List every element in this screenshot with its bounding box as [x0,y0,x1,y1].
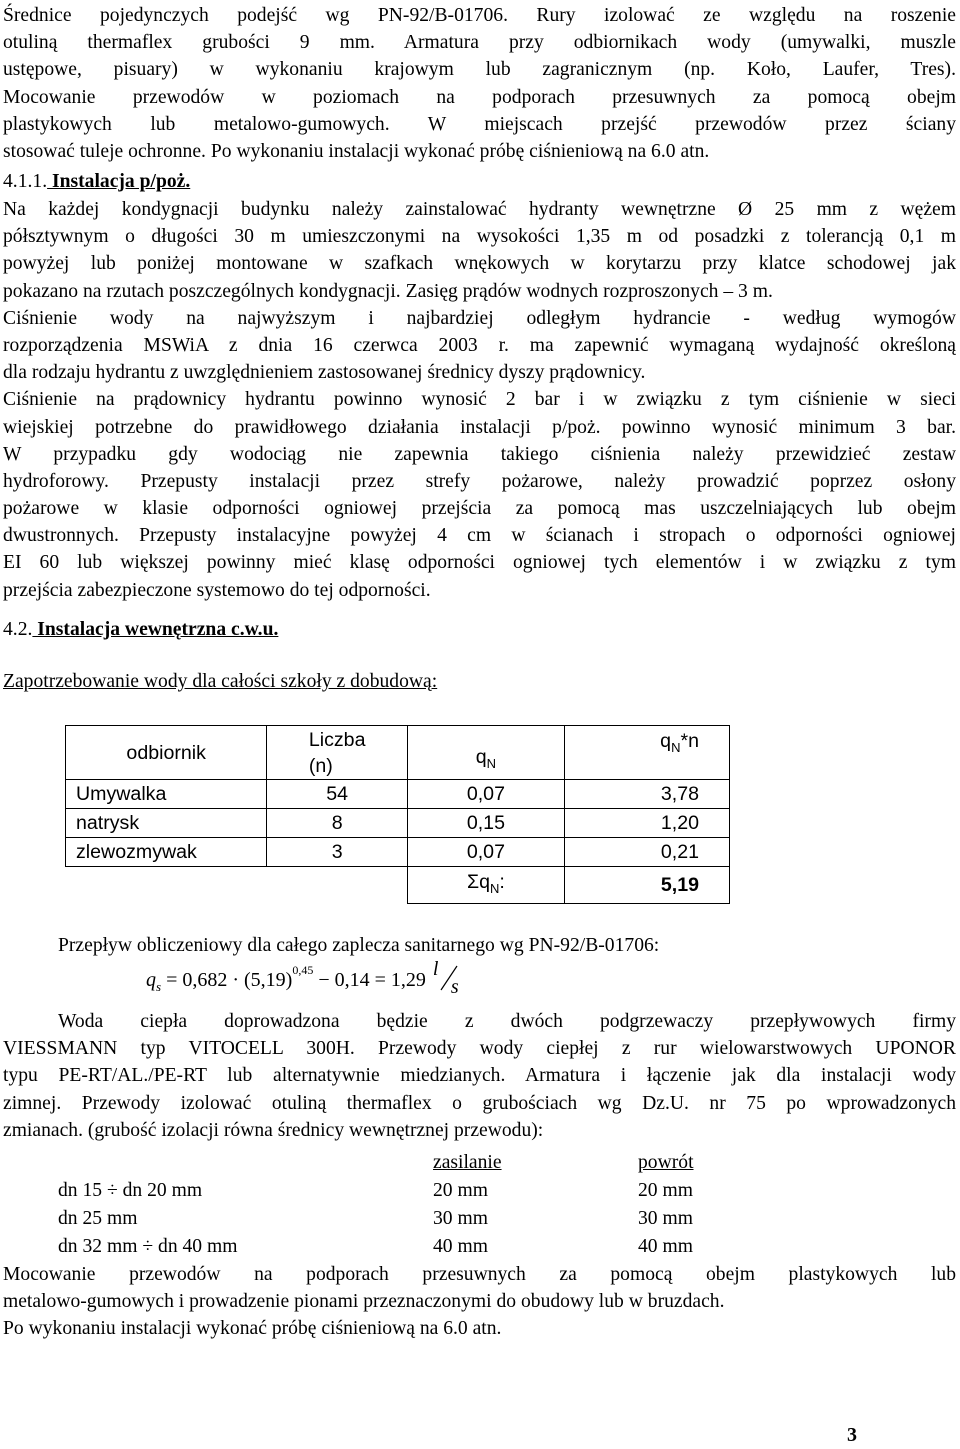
fire-line: pokazano na rzutach poszczególnych kondygnacji. Zasięg prądów wodnych rozproszonych – 3 m. [3,280,773,302]
insulation-header-supply: zasilanie [433,1152,502,1173]
formula-exponent: 0,45 [292,963,314,977]
fire-line: dla rodzaju hydrantu z uwzględnieniem zastosowanej średnicy dyszy prądownicy. [3,362,646,384]
header-qn-main: q [475,746,487,769]
sum-label [407,867,564,904]
fire-line: Na każdej kondygnacji budynku należy zainstalować hydranty wewnętrzne Ø 25 mm z wężem [3,199,956,220]
demand-title: Zapotrzebowanie wody dla całości szkoły z dobudową: [3,671,438,692]
intro-line: ustępowe, pisuary) w wykonaniu krajowym lub zagranicznym (np. Koło, Laufer, Tres). [3,59,956,81]
hot-line: zmianach. (grubość izolacji równa średnicy wewnętrznej przewodu): [3,1119,544,1141]
formula-eq1: = 0,682 · [161,969,245,991]
intro-line: plastykowych lub metalowo-gumowych. W miejscach przejść przewodów przez ściany [3,113,956,135]
insulation-return: 20 mm [638,1180,693,1201]
cell-qn: 0,07 [407,780,564,809]
section-title: Instalacja p/poż. [47,171,191,192]
insulation-supply: 20 mm [433,1180,488,1201]
header-qn [407,726,564,780]
section-number: 4.1.1. [3,171,48,192]
insulation-header [58,1149,738,1176]
header-liczba [267,726,408,780]
table-row [66,838,730,867]
sum-sub: N [489,880,500,896]
header-qnn-main: q [660,730,672,752]
insulation-range: dn 32 mm ÷ dn 40 mm [58,1236,238,1257]
formula-q: q [146,969,156,991]
fire-line: dwustronnych. Przepusty instalacyjne powyżej 4 cm w ścianach i stropach o odporności ogniowej [3,525,956,547]
table-header-row [66,726,730,780]
insulation-return: 30 mm [638,1208,693,1229]
fire-line: Ciśnienie wody na najwyższym i najbardziej odległym hydrancie - według wymogów [3,307,956,329]
cell-name: zlewozmywak [66,838,267,867]
table-row [66,809,730,838]
formula-base: (5,19) [244,969,293,991]
cell-name: Umywalka [66,780,267,809]
section-heading-fire [3,168,190,195]
formula-q-sub: s [156,979,162,994]
insulation-return: 40 mm [638,1236,693,1257]
intro-line: stosować tuleje ochronne. Po wykonaniu instalacji wykonać próbę ciśnieniową na 6.0 atn. [3,140,710,162]
header-qn-sub: N [486,756,497,771]
cell-qnn: 1,20 [564,809,729,838]
insulation-supply: 40 mm [433,1236,488,1257]
cell-name: natrysk [66,809,267,838]
formula-unit [431,960,465,1000]
formula-fraction-slash [431,960,465,1000]
cell-n: 3 [267,838,408,867]
header-qnn-sub: N [671,739,681,755]
insulation-row [58,1233,738,1260]
insulation-supply: 30 mm [433,1208,488,1229]
fire-line: W przypadku gdy wodociąg nie zapewnia takiego ciśnienia należy przewidzieć zestaw [3,443,956,465]
cell-n: 8 [267,809,408,838]
hot-water-paragraph [3,1008,956,1144]
cell-qnn: 0,21 [564,838,729,867]
fire-paragraph [3,196,956,604]
insulation-header-return: powrót [638,1152,694,1173]
section-number: 4.2. [3,619,33,640]
insulation-range: dn 15 ÷ dn 20 mm [58,1180,203,1201]
fire-line: Ciśnienie na prądownicy hydrantu powinno wynosić 2 bar i w związku z tym ciśnienie w sieci [3,389,956,411]
final-line: Po wykonaniu instalacji wykonać próbę ciśnieniową na 6.0 atn. [3,1318,502,1340]
fire-line: półsztywnym o długości 30 m umieszczonymi na wysokości 1,35 m od posadzki z tolerancją 0,1 m [3,226,956,248]
fire-line: wiejskiej potrzebne do prawidłowego działania instalacji p/poż. powinno wynosić minimum 3 bar. [3,416,956,438]
fire-line: hydroforowy. Przepusty instalacji przez strefy pożarowe, należy prowadzić poprzez osłony [3,470,956,492]
sum-value: 5,19 [564,867,729,904]
fire-line: przejścia zabezpieczone systemowo do tej odporności. [3,579,431,601]
flow-calc-text: Przepływ obliczeniowy dla całego zaplecza sanitarnego wg PN-92/B-01706: [58,935,660,956]
header-qnn-suffix: *n [680,730,699,752]
sum-colon: : [499,870,505,893]
cell-qn: 0,15 [407,809,564,838]
hot-line: VIESSMANN typ VITOCELL 300H. Przewody wody ciepłej z rur wielowarstwowych UPONOR [3,1038,956,1060]
fire-line: EI 60 lub większej powinny mieć klasę odporności ogniowej tych elementów i w związku z tym [3,552,956,574]
section-title: Instalacja wewnętrzna c.w.u. [32,619,279,640]
cell-qn: 0,07 [407,838,564,867]
formula-unit-num: l [432,958,439,980]
section-heading-hot-water [3,616,278,643]
mounting-paragraph [3,1261,956,1343]
table-sum-row [66,867,730,904]
sum-spacer [66,867,408,904]
formula-unit-den: s [450,976,459,998]
water-demand-table [65,725,730,904]
intro-line: Średnice pojedynczych podejść wg PN-92/B-01706. Rury izolować ze względu na roszenie [3,5,956,26]
header-liczba-line1: Liczba [308,728,366,751]
table-row [66,780,730,809]
page-number: 3 [847,1424,857,1446]
header-liczba-line2: (n) [308,754,333,777]
header-qnn [564,726,729,780]
insulation-row [58,1205,738,1232]
formula-minus: − 0,14 = 1,29 [313,969,431,991]
intro-line: otuliną thermaflex grubości 9 mm. Armatura przy odbiornikach wody (umywalki, muszle [3,32,956,54]
flow-formula [146,960,465,1000]
insulation-row [58,1177,738,1204]
cell-n: 54 [267,780,408,809]
sum-prefix: Σq [466,870,490,893]
cell-qnn: 3,78 [564,780,729,809]
fire-line: pożarowe w klasie odporności ogniowej przejścia za pomocą mas uszczelniających lub obejm [3,498,956,520]
hot-line: Woda ciepła doprowadzona będzie z dwóch podgrzewaczy przepływowych firmy [58,1011,956,1032]
hot-line: zimnej. Przewody izolować otuliną thermaflex o grubościach wg Dz.U. nr 75 po wprowadzonych [3,1092,956,1114]
hot-line: typu PE-RT/AL./PE-RT lub alternatywnie miedzianych. Armatura i łączenie jak dla instalacji wody [3,1065,956,1087]
intro-paragraph [3,2,956,165]
mount-line: metalowo-gumowych i prowadzenie pionami przeznaczonymi do obudowy lub w bruzdach. [3,1291,725,1313]
mount-line: Mocowanie przewodów na podporach przesuwnych za pomocą obejm plastykowych lub [3,1264,956,1285]
header-odbiornik: odbiornik [66,726,267,780]
fire-line: powyżej lub poniżej montowane w szafkach wnękowych w korytarzu przy klatce schodowej jak [3,253,956,275]
fire-line: rozporządzenia MSWiA z dnia 16 czerwca 2003 r. ma zapewnić wymaganą wydajność określoną [3,334,956,356]
insulation-range: dn 25 mm [58,1208,138,1229]
intro-line: Mocowanie przewodów w poziomach na podporach przesuwnych za pomocą obejm [3,86,956,108]
